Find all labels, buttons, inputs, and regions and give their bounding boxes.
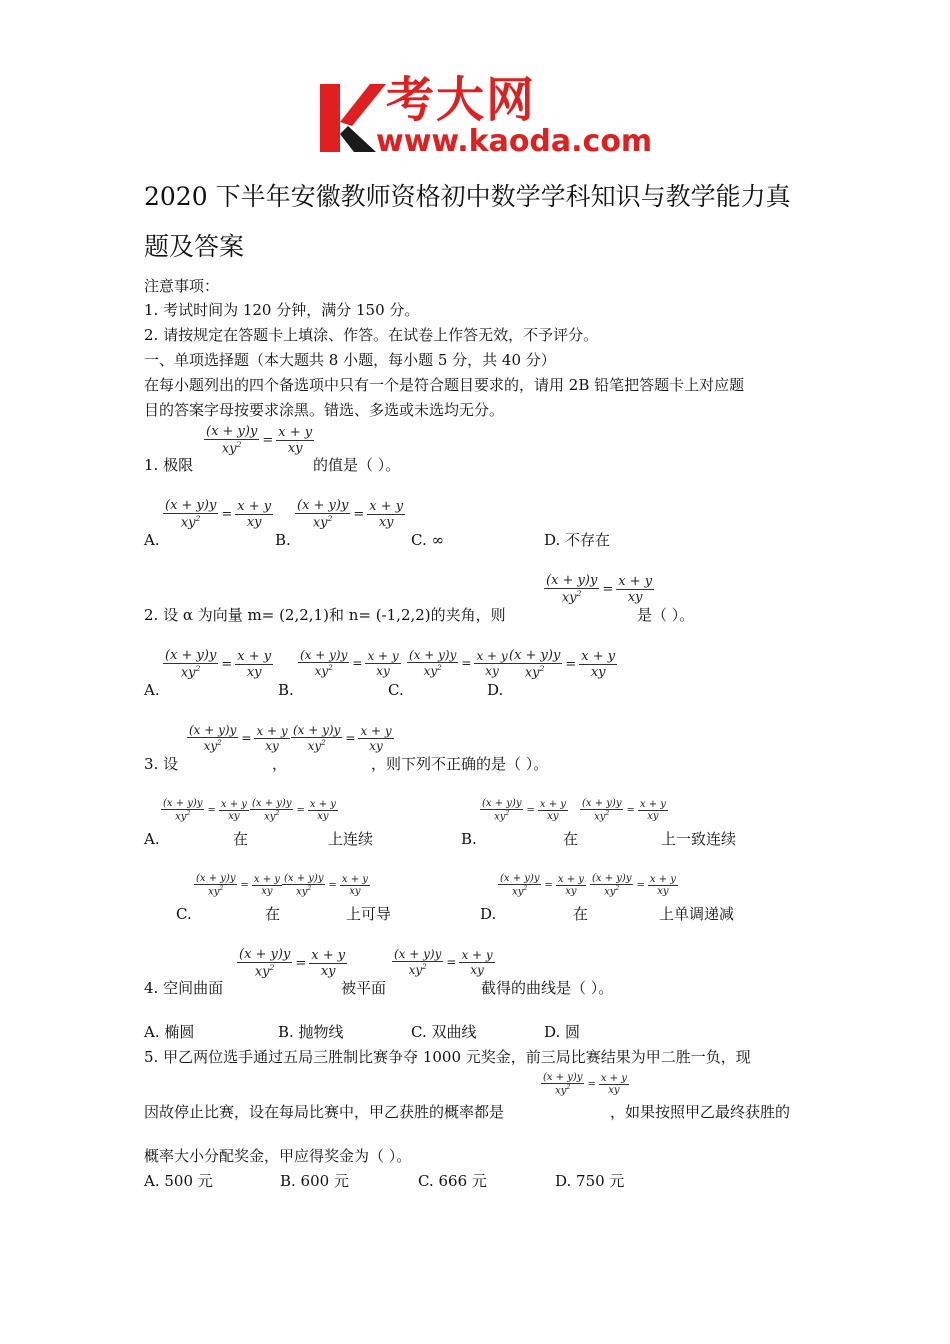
q4-prefix: 4. 空间曲面 <box>144 979 224 997</box>
q3-option-d-formula-2 <box>590 873 678 897</box>
fraction-numerator: x + y <box>309 798 336 810</box>
q3-option-b-in: 在 <box>563 830 579 848</box>
fraction-denominator: xy <box>246 514 262 530</box>
notes-item-1: 1. 考试时间为 120 分钟，满分 150 分。 <box>144 301 420 319</box>
fraction-left <box>282 873 325 897</box>
equals-sign: = <box>544 879 553 891</box>
fraction-right <box>309 948 347 979</box>
equals-sign: = <box>587 1078 596 1090</box>
fraction-numerator: (x + y)y <box>189 723 237 737</box>
fraction-numerator: x + y <box>649 873 676 885</box>
fraction-right <box>252 874 282 897</box>
q3-option-d-in: 在 <box>573 905 589 923</box>
fraction-right <box>254 724 289 753</box>
q3-option-c-in: 在 <box>265 905 281 923</box>
fraction-denominator-text: xy <box>175 811 187 823</box>
fraction-numerator: x + y <box>360 723 392 738</box>
q2-option-d-label: D. <box>487 681 504 699</box>
exponent: 2 <box>576 589 582 598</box>
fraction-numerator: x + y <box>237 498 272 514</box>
fraction-denominator <box>179 514 203 530</box>
q3-formula-2 <box>291 723 394 753</box>
fraction-right <box>556 874 586 897</box>
fraction-left <box>204 424 259 456</box>
q5-option-d: D. 750 元 <box>555 1172 625 1190</box>
fraction-denominator: xy <box>565 885 577 897</box>
exponent: 2 <box>195 664 201 673</box>
doc-title-line2: 题及答案 <box>144 232 245 261</box>
exponent: 2 <box>269 963 275 972</box>
q2-option-d-formula <box>507 648 617 680</box>
fraction-denominator: xy <box>647 810 659 822</box>
fraction-right <box>538 799 568 822</box>
fraction-numerator: x + y <box>581 648 616 664</box>
fraction-denominator-text: xy <box>512 886 524 898</box>
q3-option-c-label: C. <box>176 905 192 923</box>
fraction-denominator <box>311 514 335 530</box>
exponent: 2 <box>195 514 201 523</box>
q2-suffix: 是（ ）。 <box>637 606 695 624</box>
equals-sign: = <box>345 731 356 745</box>
exponent: 2 <box>321 738 326 747</box>
equals-sign: = <box>221 656 233 672</box>
q4-option-c: C. 双曲线 <box>411 1023 477 1041</box>
fraction-denominator-text: xy <box>264 811 276 823</box>
fraction-left <box>250 798 293 822</box>
fraction-left <box>163 648 218 680</box>
equals-sign: = <box>241 731 252 745</box>
q2-option-c-label: C. <box>388 681 404 699</box>
fraction-right <box>235 499 273 530</box>
logo-text-cn: 考大网 <box>386 72 537 128</box>
q1-option-b-label: B. <box>275 531 291 549</box>
fraction-left <box>392 947 443 977</box>
fraction-denominator-text: xy <box>203 739 218 753</box>
fraction-denominator-text: xy <box>296 886 308 898</box>
fraction-right <box>276 425 314 456</box>
fraction-numerator: (x + y)y <box>582 798 622 809</box>
section-heading: 一、单项选择题（本大题共 8 小题，每小题 5 分，共 40 分） <box>144 351 556 369</box>
fraction-denominator <box>407 962 429 977</box>
equals-sign: = <box>565 656 577 672</box>
fraction-right <box>638 799 668 822</box>
fraction-right <box>340 874 370 897</box>
q1-option-b-formula <box>295 498 405 530</box>
fraction-right <box>365 649 400 678</box>
q3-option-a-formula-1 <box>161 798 249 822</box>
q3-option-a-label: A. <box>144 830 160 848</box>
exponent: 2 <box>219 885 224 892</box>
fraction-numerator: x + y <box>461 947 493 962</box>
fraction-numerator: (x + y)y <box>163 798 203 809</box>
equals-sign: = <box>328 879 337 891</box>
q5-formula <box>541 1072 629 1096</box>
fraction-numerator: (x + y)y <box>409 648 457 662</box>
fraction-numerator: x + y <box>618 573 653 589</box>
fraction-left <box>295 498 350 530</box>
exponent: 2 <box>539 664 545 673</box>
fraction-denominator-text: xy <box>180 515 196 531</box>
fraction-denominator <box>294 885 313 897</box>
q3-comma: ， <box>272 755 288 773</box>
fraction-denominator <box>313 663 335 678</box>
q2-option-b-formula <box>298 648 401 678</box>
notes-heading: 注意事项： <box>144 277 220 295</box>
fraction-denominator <box>179 664 203 680</box>
fraction-denominator: xy <box>320 963 336 979</box>
q4-option-d: D. 圆 <box>544 1023 581 1041</box>
fraction-denominator-text: xy <box>494 811 506 823</box>
equals-sign: = <box>461 656 472 670</box>
fraction-denominator <box>306 738 328 753</box>
fraction-denominator-text: xy <box>312 515 328 531</box>
fraction-denominator <box>422 663 444 678</box>
fraction-denominator-text: xy <box>307 739 322 753</box>
fraction-left <box>163 498 218 530</box>
exponent: 2 <box>615 885 620 892</box>
q5-option-c: C. 666 元 <box>418 1172 487 1190</box>
fraction-numerator: (x + y)y <box>165 648 217 663</box>
q2-prefix: 2. 设 α 为向量 m= (2,2,1)和 n= (-1,2,2)的夹角，则 <box>144 606 506 624</box>
fraction-denominator-text: xy <box>408 963 423 977</box>
fraction-numerator: (x + y)y <box>592 873 632 884</box>
fraction-denominator: xy <box>317 810 329 822</box>
exponent: 2 <box>275 810 280 817</box>
q3-formula-1 <box>187 723 290 753</box>
fraction-numerator: (x + y)y <box>239 947 291 962</box>
fraction-right <box>616 574 654 605</box>
q3-option-b-formula-1 <box>480 798 568 822</box>
exponent: 2 <box>307 885 312 892</box>
fraction-numerator: (x + y)y <box>297 498 349 513</box>
equals-sign: = <box>296 804 305 816</box>
fraction-denominator-text: xy <box>604 886 616 898</box>
fraction-denominator <box>202 738 224 753</box>
fraction-left <box>580 798 623 822</box>
section-instruction-1: 在每小题列出的四个备选项中只有一个是符合题目要求的，请用 2B 铅笔把答题卡上对应题 <box>144 376 745 394</box>
fraction-numerator: x + y <box>278 424 313 440</box>
fraction-denominator-text: xy <box>314 664 329 678</box>
fraction-denominator <box>173 810 192 822</box>
fraction-left <box>507 648 562 680</box>
fraction-numerator: x + y <box>256 723 288 738</box>
fraction-denominator-text: xy <box>254 964 270 980</box>
fraction-denominator-text: xy <box>423 664 438 678</box>
q5-line-2b: ，如果按照甲乙最终获胜的 <box>610 1103 791 1121</box>
fraction-numerator: (x + y)y <box>293 723 341 737</box>
q3-option-d-label: D. <box>480 905 497 923</box>
fraction-denominator <box>592 810 611 822</box>
fraction-numerator: x + y <box>220 798 247 810</box>
fraction-left <box>237 947 292 979</box>
fraction-denominator: xy <box>485 663 499 678</box>
q1-formula <box>204 424 314 456</box>
fraction-numerator: (x + y)y <box>206 424 258 439</box>
fraction-denominator: xy <box>228 810 240 822</box>
fraction-right <box>367 499 405 530</box>
fraction-numerator: (x + y)y <box>546 573 598 588</box>
fraction-right <box>579 649 617 680</box>
fraction-left <box>187 723 238 753</box>
q4-formula-2 <box>392 947 495 977</box>
fraction-denominator-text: xy <box>555 1085 567 1097</box>
exponent: 2 <box>236 440 242 449</box>
fraction-denominator <box>253 963 277 979</box>
q1-option-c: C. ∞ <box>411 531 444 549</box>
fraction-numerator: (x + y)y <box>165 498 217 513</box>
q4-mid: 被平面 <box>341 979 387 997</box>
fraction-numerator: (x + y)y <box>252 798 292 809</box>
fraction-left <box>590 873 633 897</box>
fraction-denominator: xy <box>369 738 383 753</box>
fraction-denominator: xy <box>608 1084 620 1096</box>
fraction-denominator-text: xy <box>524 665 540 681</box>
equals-sign: = <box>602 581 614 597</box>
doc-title-line1: 2020 下半年安徽教师资格初中数学学科知识与教学能力真 <box>144 182 791 211</box>
q4-suffix: 截得的曲线是（ ）。 <box>481 979 614 997</box>
fraction-denominator: xy <box>349 885 361 897</box>
q3-option-b-label: B. <box>461 830 477 848</box>
equals-sign: = <box>446 955 457 969</box>
fraction-right <box>474 649 509 678</box>
q1-option-a-label: A. <box>144 531 160 549</box>
q5-line-1: 5. 甲乙两位选手通过五局三胜制比赛争夺 1000 元奖金，前三局比赛结果为甲二胜一负，现 <box>144 1048 751 1066</box>
fraction-denominator <box>492 810 511 822</box>
q2-option-a-label: A. <box>144 681 160 699</box>
fraction-numerator: x + y <box>253 873 280 885</box>
equals-sign: = <box>262 432 274 448</box>
q3-option-a-in: 在 <box>233 830 249 848</box>
exponent: 2 <box>437 663 442 672</box>
fraction-denominator: xy <box>376 663 390 678</box>
fraction-left <box>480 798 523 822</box>
equals-sign: = <box>221 506 233 522</box>
equals-sign: = <box>353 506 365 522</box>
fraction-numerator: (x + y)y <box>509 648 561 663</box>
fraction-denominator: xy <box>378 514 394 530</box>
logo-url: www.kaoda.com <box>376 124 653 159</box>
fraction-numerator: x + y <box>237 648 272 664</box>
fraction-right <box>358 724 393 753</box>
q1-prefix: 1. 极限 <box>144 456 194 474</box>
q5-option-a: A. 500 元 <box>144 1172 213 1190</box>
fraction-denominator <box>220 440 244 456</box>
equals-sign: = <box>636 879 645 891</box>
fraction-denominator <box>602 885 621 897</box>
fraction-left <box>161 798 204 822</box>
q3-option-b-formula-2 <box>580 798 668 822</box>
fraction-numerator: x + y <box>639 798 666 810</box>
exponent: 2 <box>523 885 528 892</box>
exponent: 2 <box>505 810 510 817</box>
equals-sign: = <box>207 804 216 816</box>
q3-option-d-tail: 上单调递减 <box>659 905 735 923</box>
fraction-numerator: (x + y)y <box>300 648 348 662</box>
q4-option-b: B. 抛物线 <box>278 1023 344 1041</box>
fraction-denominator: xy <box>657 885 669 897</box>
fraction-right <box>459 948 494 977</box>
fraction-denominator <box>553 1084 572 1096</box>
q5-line-3: 概率大小分配奖金，甲应得奖金为（ ）。 <box>144 1147 412 1165</box>
fraction-left <box>298 648 349 678</box>
fraction-numerator: (x + y)y <box>482 798 522 809</box>
q3-option-d-formula-1 <box>498 873 586 897</box>
exponent: 2 <box>566 1084 571 1091</box>
q2-option-c-formula <box>407 648 510 678</box>
fraction-denominator-text: xy <box>221 441 237 457</box>
fraction-numerator: x + y <box>476 648 508 663</box>
q3-prefix: 3. 设 <box>144 755 179 773</box>
fraction-denominator-text: xy <box>561 590 577 606</box>
fraction-left <box>498 873 541 897</box>
equals-sign: = <box>526 804 535 816</box>
exponent: 2 <box>605 810 610 817</box>
q2-option-b-label: B. <box>278 681 294 699</box>
fraction-numerator: (x + y)y <box>500 873 540 884</box>
fraction-right <box>308 799 338 822</box>
fraction-left <box>194 873 237 897</box>
fraction-denominator: xy <box>627 589 643 605</box>
q1-suffix: 的值是（ ）。 <box>313 456 401 474</box>
fraction-denominator: xy <box>261 885 273 897</box>
fraction-left <box>407 648 458 678</box>
q3-option-a-tail: 上连续 <box>328 830 374 848</box>
fraction-denominator-text: xy <box>180 665 196 681</box>
fraction-denominator-text: xy <box>594 811 606 823</box>
fraction-left <box>544 573 599 605</box>
q3-option-c-tail: 上可导 <box>346 905 392 923</box>
fraction-denominator: xy <box>470 962 484 977</box>
fraction-numerator: x + y <box>367 648 399 663</box>
equals-sign: = <box>295 955 307 971</box>
fraction-numerator: (x + y)y <box>284 873 324 884</box>
exponent: 2 <box>328 663 333 672</box>
fraction-numerator: x + y <box>539 798 566 810</box>
equals-sign: = <box>240 879 249 891</box>
fraction-right <box>648 874 678 897</box>
fraction-denominator <box>206 885 225 897</box>
fraction-denominator: xy <box>547 810 559 822</box>
fraction-left <box>291 723 342 753</box>
fraction-numerator: x + y <box>600 1072 627 1084</box>
fraction-denominator <box>523 664 547 680</box>
fraction-right <box>235 649 273 680</box>
fraction-numerator: x + y <box>341 873 368 885</box>
q3-option-c-formula-1 <box>194 873 282 897</box>
fraction-numerator: x + y <box>557 873 584 885</box>
q5-option-b: B. 600 元 <box>280 1172 349 1190</box>
q2-formula <box>544 573 654 605</box>
q5-line-2a: 因故停止比赛，设在每局比赛中，甲乙获胜的概率都是 <box>144 1103 505 1121</box>
fraction-numerator: (x + y)y <box>394 947 442 961</box>
exponent: 2 <box>327 514 333 523</box>
fraction-denominator-text: xy <box>208 886 220 898</box>
fraction-numerator: (x + y)y <box>196 873 236 884</box>
section-instruction-2: 目的答案字母按要求涂黑。错选、多选或未选均无分。 <box>144 401 505 419</box>
fraction-denominator <box>560 589 584 605</box>
q1-option-a-formula <box>163 498 273 530</box>
fraction-numerator: x + y <box>369 498 404 514</box>
notes-item-2: 2. 请按规定在答题卡上填涂、作答。在试卷上作答无效，不予评分。 <box>144 326 599 344</box>
fraction-right <box>219 799 249 822</box>
equals-sign: = <box>626 804 635 816</box>
q4-option-a: A. 椭圆 <box>144 1023 195 1041</box>
exponent: 2 <box>422 962 427 971</box>
q3-suffix: ，则下列不正确的是（ ）。 <box>371 755 549 773</box>
q1-option-d: D. 不存在 <box>544 531 611 549</box>
q4-formula-1 <box>237 947 347 979</box>
equals-sign: = <box>352 656 363 670</box>
fraction-denominator <box>510 885 529 897</box>
exponent: 2 <box>186 810 191 817</box>
fraction-denominator: xy <box>287 440 303 456</box>
fraction-denominator: xy <box>590 664 606 680</box>
fraction-denominator: xy <box>246 664 262 680</box>
fraction-right <box>599 1073 629 1096</box>
q2-option-a-formula <box>163 648 273 680</box>
fraction-left <box>541 1072 584 1096</box>
fraction-numerator: x + y <box>311 947 346 963</box>
fraction-denominator: xy <box>265 738 279 753</box>
exponent: 2 <box>217 738 222 747</box>
fraction-denominator <box>262 810 281 822</box>
q3-option-a-formula-2 <box>250 798 338 822</box>
q3-option-c-formula-2 <box>282 873 370 897</box>
q3-option-b-tail: 上一致连续 <box>661 830 737 848</box>
fraction-numerator: (x + y)y <box>543 1072 583 1083</box>
